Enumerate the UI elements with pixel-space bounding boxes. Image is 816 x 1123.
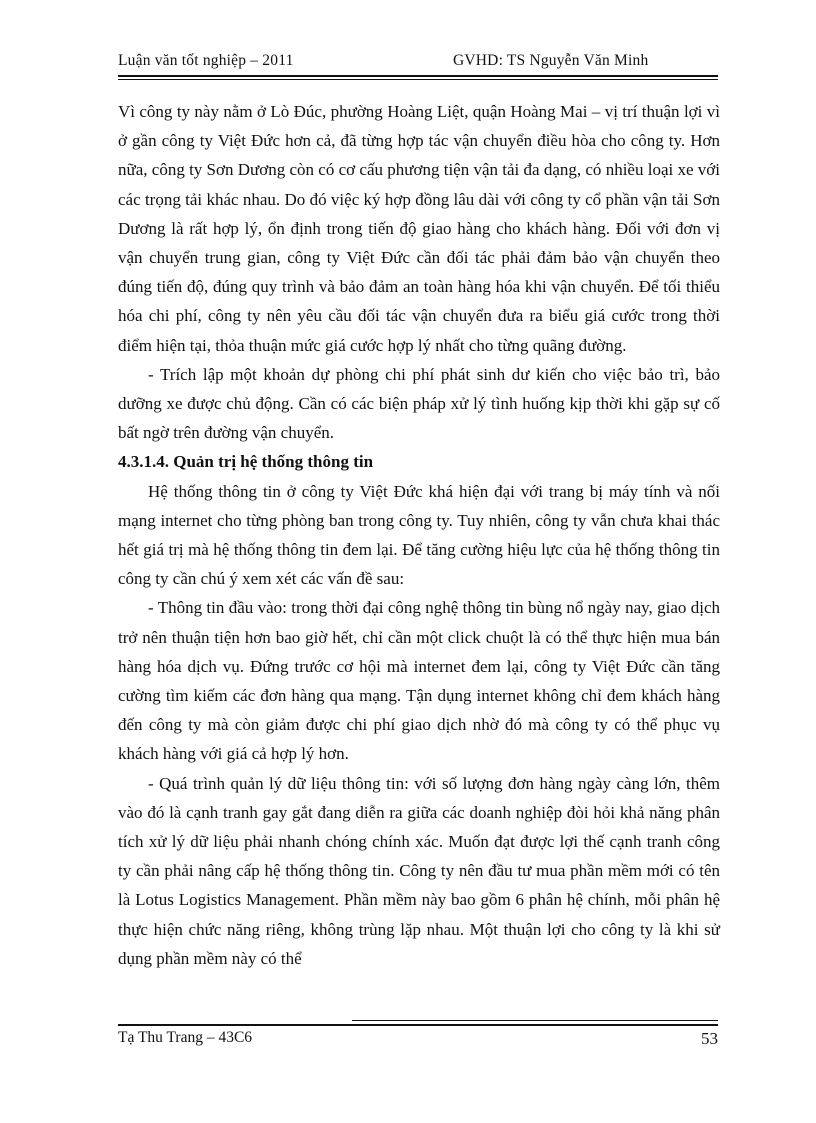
page-header [118,50,710,74]
section-heading: 4.3.1.4. Quản trị hệ thống thông tin [118,452,374,472]
paragraph-data-management: - Quá trình quản lý dữ liệu thông tin: với số lượng đơn hàng ngày càng lớn, thêm vào đó là cạnh tranh gay gắt đang diễn ra giữa các doanh nghiệp đòi hỏi khả năng phân tích xử lý dữ liệu phải nhanh chóng chính xác. Muốn đạt được lợi thế cạnh tranh công ty cần phải nâng cấp hệ thống thông tin. Công ty nên đầu tư mua phần mềm mới có tên là Lotus Logistics Management. Phần mềm này bao gồm 6 phân hệ chính, mỗi phân hệ thực hiện chức năng riêng, không trùng lặp nhau. Một thuận lợi cho công ty là khi sử dụng phần mềm này có thể [118,773,720,968]
header-rule-thick [118,75,718,77]
footer-rule-thick [118,1024,718,1026]
header-rule-thin [118,79,718,80]
header-advisor: GVHD: TS Nguyễn Văn Minh [453,52,649,69]
page-footer [118,1028,718,1054]
paragraph-info-system-intro: Hệ thống thông tin ở công ty Việt Đức khá hiện đại với trang bị máy tính và nối mạng internet cho từng phòng ban trong công ty. Tuy nhiên, công ty vẫn chưa khai thác hết giá trị mà hệ thống thông tin đem lại. Để tăng cường hiệu lực của hệ thống thông tin công ty cần chú ý xem xét các vấn đề sau: [118,481,720,589]
footer-author: Tạ Thu Trang – 43C6 [118,1029,253,1046]
paragraph-input-information: - Thông tin đầu vào: trong thời đại công nghệ thông tin bùng nổ ngày nay, giao dịch trở nên thuận tiện hơn bao giờ hết, chỉ cần một click chuột là có thể thực hiện mua bán hàng hóa dịch vụ. Đứng trước cơ hội mà internet đem lại, công ty Việt Đức cần tăng cường tìm kiếm các đơn hàng qua mạng. Tận dụng internet không chỉ đem khách hàng đến công ty mà còn giảm được chi phí giao dịch nhờ đó mà công ty có thể phục vụ khách hàng với giá cả hợp lý hơn. [118,598,720,764]
page-body [118,97,720,973]
header-thesis-title: Luận văn tốt nghiệp – 2011 [118,52,294,69]
paragraph-transport-partner: Vì công ty này nằm ở Lò Đúc, phường Hoàng Liệt, quận Hoàng Mai – vị trí thuận lợi vì ở gần công ty Việt Đức hơn cả, đã từng hợp tác vận chuyển điều hòa cho công ty. Hơn nữa, công ty Sơn Dương còn có cơ cấu phương tiện vận tải đa dạng, có nhiều loại xe với các trọng tải khác nhau. Do đó việc ký hợp đồng lâu dài với công ty cổ phần vận tải Sơn Dương là rất hợp lý, ổn định trong tiến độ giao hàng cho khách hàng. Đối với đơn vị vận chuyển trung gian, công ty Việt Đức cần đối tác phải đảm bảo vận chuyển theo đúng tiến độ, đúng quy trình và bảo đảm an toàn hàng hóa khi vận chuyển. Để tối thiểu hóa chi phí, công ty nên yêu cầu đối tác vận chuyển đưa ra biểu giá cước trong thời điểm hiện tại, thỏa thuận mức giá cước hợp lý nhất cho từng quãng đường. [118,102,720,355]
paragraph-contingency-fund: - Trích lập một khoản dự phòng chi phí phát sinh dư kiến cho việc bảo trì, bảo dưỡng xe được chủ động. Cần có các biện pháp xử lý tình huống kịp thời khi gặp sự cố bất ngờ trên đường vận chuyển. [118,364,720,443]
footer-rule-thin [352,1020,718,1021]
page-number: 53 [701,1029,718,1048]
